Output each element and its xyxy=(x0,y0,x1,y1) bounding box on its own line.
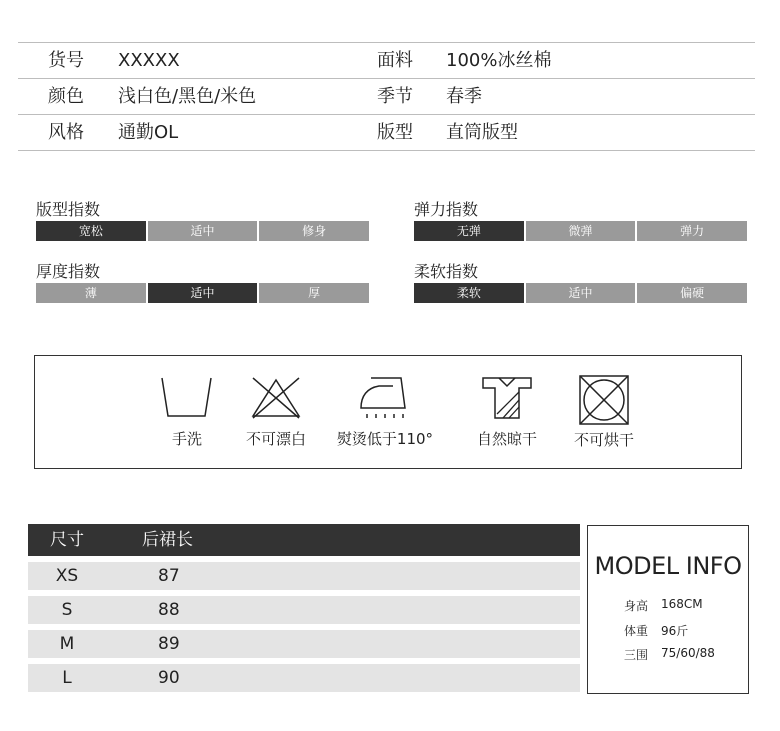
index-segment: 偏硬 xyxy=(637,283,747,303)
index-bar xyxy=(414,221,747,241)
care-item xyxy=(330,374,440,449)
table-row xyxy=(28,630,580,658)
size-table xyxy=(28,524,580,692)
index-segment: 无弹 xyxy=(414,221,524,241)
index-title: 厚度指数 xyxy=(36,262,101,281)
info-value: 春季 xyxy=(446,86,482,107)
index-title: 弹力指数 xyxy=(414,200,479,219)
length-cell: 89 xyxy=(158,634,180,654)
info-value: 通勤OL xyxy=(118,122,179,143)
index-segment: 弹力 xyxy=(637,221,747,241)
hand-wash-icon xyxy=(159,374,215,420)
index-segment: 厚 xyxy=(259,283,369,303)
softness-index xyxy=(414,261,747,303)
index-segment: 宽松 xyxy=(36,221,146,241)
index-segment: 适中 xyxy=(148,221,258,241)
index-segment: 适中 xyxy=(526,283,636,303)
no-tumble-dry-icon xyxy=(576,374,632,426)
table-row xyxy=(28,562,580,590)
index-bar xyxy=(36,283,369,303)
header-length: 后裙长 xyxy=(142,530,193,550)
care-label: 自然晾干 xyxy=(476,430,537,448)
care-label: 熨烫低于110° xyxy=(336,430,434,448)
info-label: 颜色 xyxy=(48,86,84,107)
fit-index xyxy=(36,199,369,241)
index-segment: 微弹 xyxy=(526,221,636,241)
header-size: 尺寸 xyxy=(50,530,84,550)
size-cell: XS xyxy=(55,566,79,586)
index-bar xyxy=(414,283,747,303)
model-measure-label: 三围 xyxy=(624,648,649,662)
model-measure-value: 75/60/88 xyxy=(661,646,715,660)
care-item xyxy=(221,374,331,449)
no-bleach-icon xyxy=(248,374,304,420)
index-segment: 薄 xyxy=(36,283,146,303)
model-info-title: MODEL INFO xyxy=(594,552,742,580)
care-label: 不可烘干 xyxy=(573,431,634,449)
size-cell: S xyxy=(61,600,73,620)
care-instructions-box xyxy=(34,355,742,469)
care-item xyxy=(549,374,659,450)
info-label: 风格 xyxy=(48,122,84,143)
info-value: 100%冰丝棉 xyxy=(446,50,552,71)
info-label: 版型 xyxy=(377,122,413,143)
info-value: 浅白色/黑色/米色 xyxy=(118,86,257,107)
info-value: 直筒版型 xyxy=(446,122,518,143)
care-label: 手洗 xyxy=(171,430,202,448)
index-segment: 修身 xyxy=(259,221,369,241)
info-label: 货号 xyxy=(48,50,84,71)
size-cell: M xyxy=(59,634,75,654)
length-cell: 88 xyxy=(158,600,180,620)
table-row xyxy=(28,596,580,624)
size-cell: L xyxy=(62,668,72,688)
index-segment: 柔软 xyxy=(414,283,524,303)
length-cell: 87 xyxy=(158,566,180,586)
info-row xyxy=(18,78,755,114)
info-row xyxy=(18,114,755,151)
care-label: 不可漂白 xyxy=(245,430,306,448)
table-row xyxy=(28,664,580,692)
model-height-value: 168CM xyxy=(661,597,703,611)
low-iron-icon xyxy=(357,374,413,420)
model-height-label: 身高 xyxy=(624,599,649,613)
model-weight-value: 96斤 xyxy=(661,624,689,638)
care-item xyxy=(452,374,562,449)
index-segment: 适中 xyxy=(148,283,258,303)
info-label: 季节 xyxy=(377,86,413,107)
index-title: 柔软指数 xyxy=(414,262,479,281)
info-row xyxy=(18,42,755,78)
model-info-box xyxy=(587,525,749,694)
shade-dry-icon xyxy=(479,374,535,420)
thickness-index xyxy=(36,261,369,303)
info-label: 面料 xyxy=(377,50,413,71)
info-value: XXXXX xyxy=(118,50,180,71)
size-table-header xyxy=(28,524,580,556)
index-bar xyxy=(36,221,369,241)
model-weight-label: 体重 xyxy=(624,624,649,638)
length-cell: 90 xyxy=(158,668,180,688)
index-title: 版型指数 xyxy=(36,200,101,219)
elastic-index xyxy=(414,199,747,241)
product-info-table xyxy=(18,42,755,151)
